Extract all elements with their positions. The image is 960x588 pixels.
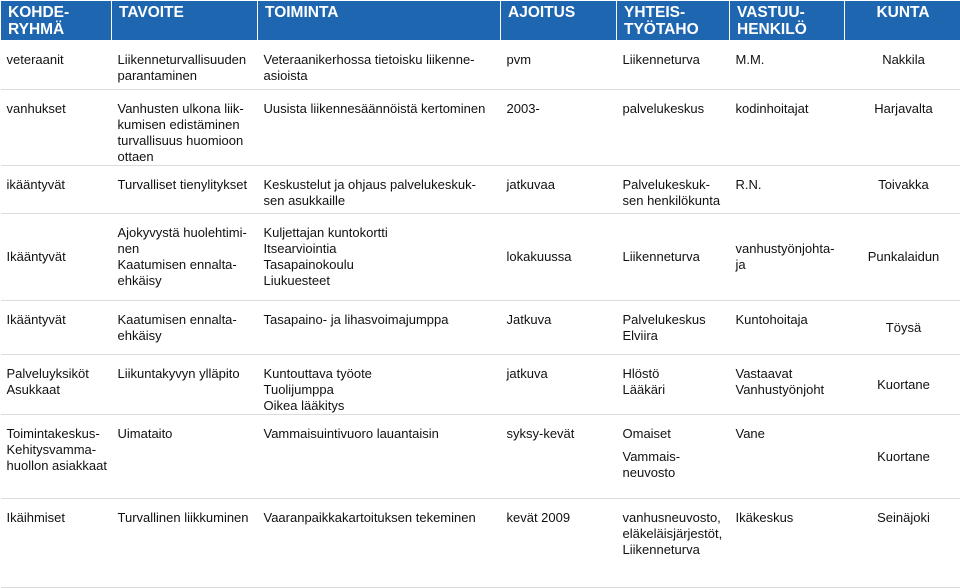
table-row xyxy=(1,355,960,415)
cell-vastuuhenkilo: Ikäkeskus xyxy=(730,499,845,588)
table-row xyxy=(1,214,960,301)
col-header-kunta: KUNTA xyxy=(845,1,960,41)
cell-tavoite: Vanhusten ulkona liik- kumisen edistäminen turvallisuus huomioon ottaen xyxy=(112,90,258,166)
cell-kohderyhma: Ikääntyvät xyxy=(1,301,112,355)
cell-toiminta: Veteraanikerhossa tietoisku liikenne- asioista xyxy=(258,41,501,90)
cell-toiminta: Tasapaino- ja lihasvoimajumppa xyxy=(258,301,501,355)
cell-vastuuhenkilo: Vastaavat Vanhustyönjoht xyxy=(730,355,845,415)
cell-yhteistyotaho: vanhusneuvosto, eläkeläisjärjestöt, Liikenneturva xyxy=(617,499,730,588)
col-header-vastuuhenkilo: VASTUU- HENKILÖ xyxy=(730,1,845,41)
cell-kohderyhma: vanhukset xyxy=(1,90,112,166)
col-header-yhteistyotaho: YHTEIS- TYÖTAHO xyxy=(617,1,730,41)
cell-tavoite: Kaatumisen ennalta- ehkäisy xyxy=(112,301,258,355)
cell-toiminta: Uusista liikennesäännöistä kertominen xyxy=(258,90,501,166)
cell-kunta: Kuortane xyxy=(845,415,960,499)
col-header-kohderyhma: KOHDE- RYHMÄ xyxy=(1,1,112,41)
cell-tavoite: Uimataito xyxy=(112,415,258,499)
cell-kunta: Seinäjoki xyxy=(845,499,960,588)
cell-toiminta: Vaaranpaikkakartoituksen tekeminen xyxy=(258,499,501,588)
cell-yhteistyotaho: Omaiset Vammais- neuvosto xyxy=(617,415,730,499)
cell-kunta: Nakkila xyxy=(845,41,960,90)
cell-kohderyhma: Palveluyksiköt Asukkaat xyxy=(1,355,112,415)
cell-ajoitus: jatkuva xyxy=(501,355,617,415)
cell-ajoitus: 2003- xyxy=(501,90,617,166)
cell-ajoitus: syksy-kevät xyxy=(501,415,617,499)
cell-yhteistyotaho: palvelukeskus xyxy=(617,90,730,166)
cell-kohderyhma: veteraanit xyxy=(1,41,112,90)
cell-vastuuhenkilo: M.M. xyxy=(730,41,845,90)
cell-kunta: Töysä xyxy=(845,301,960,355)
cell-ajoitus: Jatkuva xyxy=(501,301,617,355)
col-header-tavoite: TAVOITE xyxy=(112,1,258,41)
cell-yhteistyotaho: Palvelukeskus Elviira xyxy=(617,301,730,355)
cell-yhteistyotaho: Liikenneturva xyxy=(617,41,730,90)
cell-ajoitus: pvm xyxy=(501,41,617,90)
cell-yhteistyotaho: Palvelukeskuk- sen henkilökunta xyxy=(617,166,730,214)
col-header-ajoitus: AJOITUS xyxy=(501,1,617,41)
cell-vastuuhenkilo: Kuntohoitaja xyxy=(730,301,845,355)
cell-kohderyhma: Toimintakeskus- Kehitysvamma- huollon asiakkaat xyxy=(1,415,112,499)
cell-tavoite: Turvalliset tienylitykset xyxy=(112,166,258,214)
table-row xyxy=(1,90,960,166)
cell-tavoite: Liikenneturvallisuuden parantaminen xyxy=(112,41,258,90)
cell-kunta: Punkalaidun xyxy=(845,214,960,301)
table-row xyxy=(1,499,960,588)
cell-toiminta: Kuljettajan kuntokortti Itsearviointia Tasapainokoulu Liukuesteet xyxy=(258,214,501,301)
cell-yhteistyotaho: Liikenneturva xyxy=(617,214,730,301)
cell-tavoite: Turvallinen liikkuminen xyxy=(112,499,258,588)
cell-vastuuhenkilo: vanhustyönjohta- ja xyxy=(730,214,845,301)
cell-vastuuhenkilo: kodinhoitajat xyxy=(730,90,845,166)
cell-vastuuhenkilo: Vane xyxy=(730,415,845,499)
col-header-toiminta: TOIMINTA xyxy=(258,1,501,41)
cell-ajoitus: lokakuussa xyxy=(501,214,617,301)
cell-toiminta: Kuntouttava työote Tuolijumppa Oikea lääkitys xyxy=(258,355,501,415)
cell-vastuuhenkilo: R.N. xyxy=(730,166,845,214)
cell-ajoitus: kevät 2009 xyxy=(501,499,617,588)
cell-kunta: Harjavalta xyxy=(845,90,960,166)
cell-kohderyhma: ikääntyvät xyxy=(1,166,112,214)
cell-toiminta: Keskustelut ja ohjaus palvelukeskuk- sen asukkaille xyxy=(258,166,501,214)
cell-kunta: Toivakka xyxy=(845,166,960,214)
cell-tavoite: Ajokyvystä huolehtimi- nen Kaatumisen ennalta- ehkäisy xyxy=(112,214,258,301)
table-row xyxy=(1,301,960,355)
table-row xyxy=(1,415,960,499)
cell-kunta: Kuortane xyxy=(845,355,960,415)
table-row xyxy=(1,41,960,90)
cell-kohderyhma: Ikäihmiset xyxy=(1,499,112,588)
cell-toiminta: Vammaisuintivuoro lauantaisin xyxy=(258,415,501,499)
table-header-row xyxy=(1,1,960,41)
cell-yhteistyotaho: Hlöstö Lääkäri xyxy=(617,355,730,415)
cell-kohderyhma: Ikääntyvät xyxy=(1,214,112,301)
cell-ajoitus: jatkuvaa xyxy=(501,166,617,214)
cell-tavoite: Liikuntakyvyn ylläpito xyxy=(112,355,258,415)
table-row xyxy=(1,166,960,214)
